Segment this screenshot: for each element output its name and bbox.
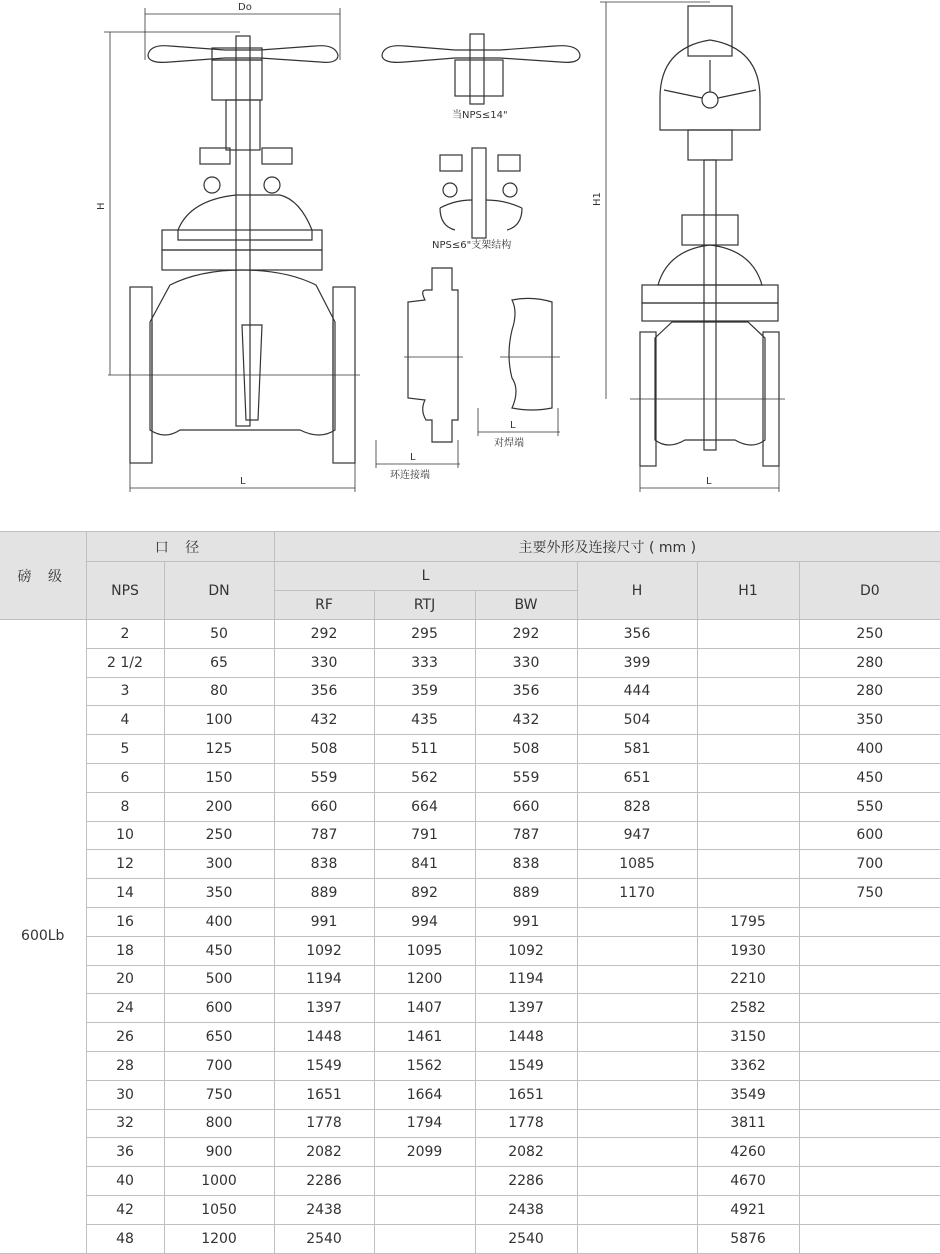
cell-d0: 350	[799, 706, 940, 735]
cell-rf: 330	[274, 648, 374, 677]
cell-h: 651	[577, 763, 697, 792]
cell-nps: 5	[86, 735, 164, 764]
cell-rf: 559	[274, 763, 374, 792]
cell-rf: 1448	[274, 1023, 374, 1052]
header-dn: DN	[164, 562, 274, 620]
cell-nps: 10	[86, 821, 164, 850]
cell-dn: 100	[164, 706, 274, 735]
cell-h	[577, 1195, 697, 1224]
cell-rf: 508	[274, 735, 374, 764]
header-d0: D0	[799, 562, 940, 620]
cell-nps: 12	[86, 850, 164, 879]
cell-rf: 889	[274, 879, 374, 908]
cell-bw: 1549	[475, 1051, 577, 1080]
cell-nps: 3	[86, 677, 164, 706]
table-row	[0, 1138, 940, 1167]
cell-nps: 14	[86, 879, 164, 908]
cell-nps: 42	[86, 1195, 164, 1224]
cell-dn: 900	[164, 1138, 274, 1167]
cell-nps: 26	[86, 1023, 164, 1052]
cell-h1: 4260	[697, 1138, 799, 1167]
cell-rf: 1397	[274, 994, 374, 1023]
cell-rtj: 664	[374, 792, 475, 821]
cell-bw: 1194	[475, 965, 577, 994]
header-l: L	[274, 562, 577, 591]
cell-dn: 65	[164, 648, 274, 677]
table-row	[0, 907, 940, 936]
cell-bw: 432	[475, 706, 577, 735]
table-row	[0, 1023, 940, 1052]
cell-bw: 889	[475, 879, 577, 908]
cell-rf: 1092	[274, 936, 374, 965]
cell-h1: 1795	[697, 907, 799, 936]
cell-bw: 508	[475, 735, 577, 764]
table-row	[0, 821, 940, 850]
cell-h: 828	[577, 792, 697, 821]
cell-h1	[697, 677, 799, 706]
cell-rf: 2082	[274, 1138, 374, 1167]
cell-dn: 80	[164, 677, 274, 706]
do-label: Do	[238, 2, 252, 13]
table-row	[0, 936, 940, 965]
cell-rf: 1549	[274, 1051, 374, 1080]
cell-d0	[799, 1195, 940, 1224]
cell-bw: 356	[475, 677, 577, 706]
yoke-detail-nps6	[440, 148, 522, 238]
nps6-note: NPS≤6"支架结构	[432, 240, 512, 251]
cell-rf: 292	[274, 620, 374, 649]
cell-d0	[799, 1224, 940, 1253]
table-row	[0, 735, 940, 764]
cell-h	[577, 936, 697, 965]
cell-h	[577, 1051, 697, 1080]
cell-rtj: 841	[374, 850, 475, 879]
l-label-right: L	[706, 476, 712, 487]
cell-h	[577, 994, 697, 1023]
cell-rtj: 359	[374, 677, 475, 706]
cell-rtj: 1095	[374, 936, 475, 965]
cell-dn: 150	[164, 763, 274, 792]
cell-dn: 1200	[164, 1224, 274, 1253]
cell-rtj: 511	[374, 735, 475, 764]
cell-d0	[799, 965, 940, 994]
cell-dn: 700	[164, 1051, 274, 1080]
cell-bw: 330	[475, 648, 577, 677]
cell-rtj	[374, 1195, 475, 1224]
cell-h	[577, 1080, 697, 1109]
table-body	[0, 620, 940, 1254]
cell-rf: 1194	[274, 965, 374, 994]
table-row	[0, 763, 940, 792]
cell-bw: 2438	[475, 1195, 577, 1224]
cell-rf: 2438	[274, 1195, 374, 1224]
table-row	[0, 1109, 940, 1138]
cell-h	[577, 1167, 697, 1196]
table-row	[0, 879, 940, 908]
table-row	[0, 994, 940, 1023]
valve-drawing	[0, 0, 940, 500]
header-pressure-class: 磅 级	[0, 532, 86, 620]
cell-h: 399	[577, 648, 697, 677]
cell-rf: 660	[274, 792, 374, 821]
h-label: H	[96, 202, 107, 210]
cell-h1: 2210	[697, 965, 799, 994]
cell-rtj: 2099	[374, 1138, 475, 1167]
cell-h	[577, 1109, 697, 1138]
cell-nps: 2 1/2	[86, 648, 164, 677]
cell-dn: 1050	[164, 1195, 274, 1224]
cell-h1	[697, 850, 799, 879]
cell-nps: 6	[86, 763, 164, 792]
cell-d0: 700	[799, 850, 940, 879]
cell-nps: 4	[86, 706, 164, 735]
cell-nps: 30	[86, 1080, 164, 1109]
nps14-note: 当NPS≤14"	[452, 110, 508, 121]
header-nps: NPS	[86, 562, 164, 620]
cell-h1: 3150	[697, 1023, 799, 1052]
cell-nps: 2	[86, 620, 164, 649]
cell-bw: 2082	[475, 1138, 577, 1167]
valve-drawing-svg	[0, 0, 940, 500]
cell-dn: 750	[164, 1080, 274, 1109]
table-row	[0, 850, 940, 879]
cell-d0	[799, 936, 940, 965]
cell-nps: 32	[86, 1109, 164, 1138]
cell-h1: 5876	[697, 1224, 799, 1253]
header-size: 口 径	[86, 532, 274, 562]
table-row	[0, 677, 940, 706]
table-row	[0, 1051, 940, 1080]
cell-h: 504	[577, 706, 697, 735]
cell-h	[577, 1138, 697, 1167]
cell-h	[577, 965, 697, 994]
cell-rtj: 1794	[374, 1109, 475, 1138]
cell-bw: 2540	[475, 1224, 577, 1253]
cell-rf: 432	[274, 706, 374, 735]
cell-h1: 2582	[697, 994, 799, 1023]
cell-bw: 292	[475, 620, 577, 649]
cell-h1	[697, 821, 799, 850]
cell-bw: 2286	[475, 1167, 577, 1196]
cell-d0	[799, 907, 940, 936]
cell-h1	[697, 879, 799, 908]
cell-h1: 3549	[697, 1080, 799, 1109]
cell-nps: 28	[86, 1051, 164, 1080]
gate-valve-handwheel-view	[104, 8, 360, 492]
cell-rf: 787	[274, 821, 374, 850]
cell-dn: 300	[164, 850, 274, 879]
cell-d0: 280	[799, 677, 940, 706]
cell-rtj: 994	[374, 907, 475, 936]
cell-rtj: 1562	[374, 1051, 475, 1080]
cell-h	[577, 1023, 697, 1052]
cell-nps: 18	[86, 936, 164, 965]
l-label-ring: L	[410, 452, 416, 463]
h1-label: H1	[592, 192, 603, 206]
butt-weld-end-detail	[478, 298, 560, 436]
cell-d0	[799, 1109, 940, 1138]
cell-d0	[799, 1023, 940, 1052]
cell-rf: 838	[274, 850, 374, 879]
cell-d0: 450	[799, 763, 940, 792]
cell-bw: 838	[475, 850, 577, 879]
cell-h1	[697, 763, 799, 792]
cell-rtj	[374, 1167, 475, 1196]
cell-h	[577, 907, 697, 936]
cell-d0: 250	[799, 620, 940, 649]
cell-rtj	[374, 1224, 475, 1253]
ring-joint-end-detail	[376, 268, 463, 468]
cell-h: 444	[577, 677, 697, 706]
cell-d0	[799, 1080, 940, 1109]
cell-h1: 1930	[697, 936, 799, 965]
table-row	[0, 965, 940, 994]
cell-rf: 991	[274, 907, 374, 936]
cell-rtj: 892	[374, 879, 475, 908]
cell-h: 356	[577, 620, 697, 649]
cell-d0: 600	[799, 821, 940, 850]
ring-joint-label: 环连接端	[390, 470, 430, 481]
cell-d0: 550	[799, 792, 940, 821]
cell-nps: 16	[86, 907, 164, 936]
cell-dn: 800	[164, 1109, 274, 1138]
cell-rtj: 1461	[374, 1023, 475, 1052]
cell-rtj: 295	[374, 620, 475, 649]
cell-d0: 750	[799, 879, 940, 908]
cell-rtj: 562	[374, 763, 475, 792]
cell-bw: 1092	[475, 936, 577, 965]
header-rf: RF	[274, 591, 374, 620]
header-h1: H1	[697, 562, 799, 620]
cell-h1	[697, 648, 799, 677]
cell-d0	[799, 1167, 940, 1196]
cell-bw: 1448	[475, 1023, 577, 1052]
cell-h1: 3362	[697, 1051, 799, 1080]
cell-dn: 650	[164, 1023, 274, 1052]
header-h: H	[577, 562, 697, 620]
header-main-dimensions: 主要外形及连接尺寸 ( mm )	[274, 532, 940, 562]
cell-h1	[697, 792, 799, 821]
cell-h1: 4670	[697, 1167, 799, 1196]
cell-rtj: 1407	[374, 994, 475, 1023]
cell-rtj: 791	[374, 821, 475, 850]
cell-d0	[799, 1138, 940, 1167]
cell-rf: 1778	[274, 1109, 374, 1138]
cell-rf: 2540	[274, 1224, 374, 1253]
cell-dn: 400	[164, 907, 274, 936]
cell-nps: 24	[86, 994, 164, 1023]
cell-dn: 600	[164, 994, 274, 1023]
cell-dn: 250	[164, 821, 274, 850]
cell-h: 1170	[577, 879, 697, 908]
header-rtj: RTJ	[374, 591, 475, 620]
cell-dn: 500	[164, 965, 274, 994]
cell-h	[577, 1224, 697, 1253]
cell-h1	[697, 735, 799, 764]
cell-rtj: 1200	[374, 965, 475, 994]
cell-d0: 400	[799, 735, 940, 764]
cell-h: 1085	[577, 850, 697, 879]
cell-nps: 40	[86, 1167, 164, 1196]
cell-nps: 20	[86, 965, 164, 994]
cell-h: 947	[577, 821, 697, 850]
cell-h1: 4921	[697, 1195, 799, 1224]
cell-h1	[697, 706, 799, 735]
cell-dn: 50	[164, 620, 274, 649]
butt-weld-label: 对焊端	[494, 438, 524, 449]
cell-rtj: 435	[374, 706, 475, 735]
cell-d0: 280	[799, 648, 940, 677]
table-row	[0, 706, 940, 735]
l-label-left: L	[240, 476, 246, 487]
table-row	[0, 1224, 940, 1253]
cell-rf: 356	[274, 677, 374, 706]
pressure-class-cell: 600Lb	[0, 620, 86, 1254]
l-label-weld: L	[510, 420, 516, 431]
cell-rtj: 1664	[374, 1080, 475, 1109]
cell-h1	[697, 620, 799, 649]
cell-dn: 125	[164, 735, 274, 764]
cell-bw: 1778	[475, 1109, 577, 1138]
cell-dn: 450	[164, 936, 274, 965]
header-bw: BW	[475, 591, 577, 620]
handwheel-detail-nps14	[382, 34, 580, 104]
cell-bw: 1397	[475, 994, 577, 1023]
cell-dn: 1000	[164, 1167, 274, 1196]
cell-bw: 1651	[475, 1080, 577, 1109]
cell-d0	[799, 994, 940, 1023]
table-row	[0, 792, 940, 821]
cell-h1: 3811	[697, 1109, 799, 1138]
table-row	[0, 620, 940, 649]
table-row	[0, 648, 940, 677]
table-row	[0, 1080, 940, 1109]
cell-nps: 48	[86, 1224, 164, 1253]
cell-nps: 36	[86, 1138, 164, 1167]
cell-bw: 787	[475, 821, 577, 850]
cell-dn: 200	[164, 792, 274, 821]
table-row	[0, 1167, 940, 1196]
cell-nps: 8	[86, 792, 164, 821]
cell-bw: 559	[475, 763, 577, 792]
gate-valve-gear-operator-view	[600, 2, 785, 492]
dimension-table	[0, 531, 940, 1254]
cell-rtj: 333	[374, 648, 475, 677]
cell-d0	[799, 1051, 940, 1080]
cell-bw: 660	[475, 792, 577, 821]
cell-h: 581	[577, 735, 697, 764]
cell-rf: 1651	[274, 1080, 374, 1109]
table-row	[0, 1195, 940, 1224]
cell-bw: 991	[475, 907, 577, 936]
cell-dn: 350	[164, 879, 274, 908]
cell-rf: 2286	[274, 1167, 374, 1196]
